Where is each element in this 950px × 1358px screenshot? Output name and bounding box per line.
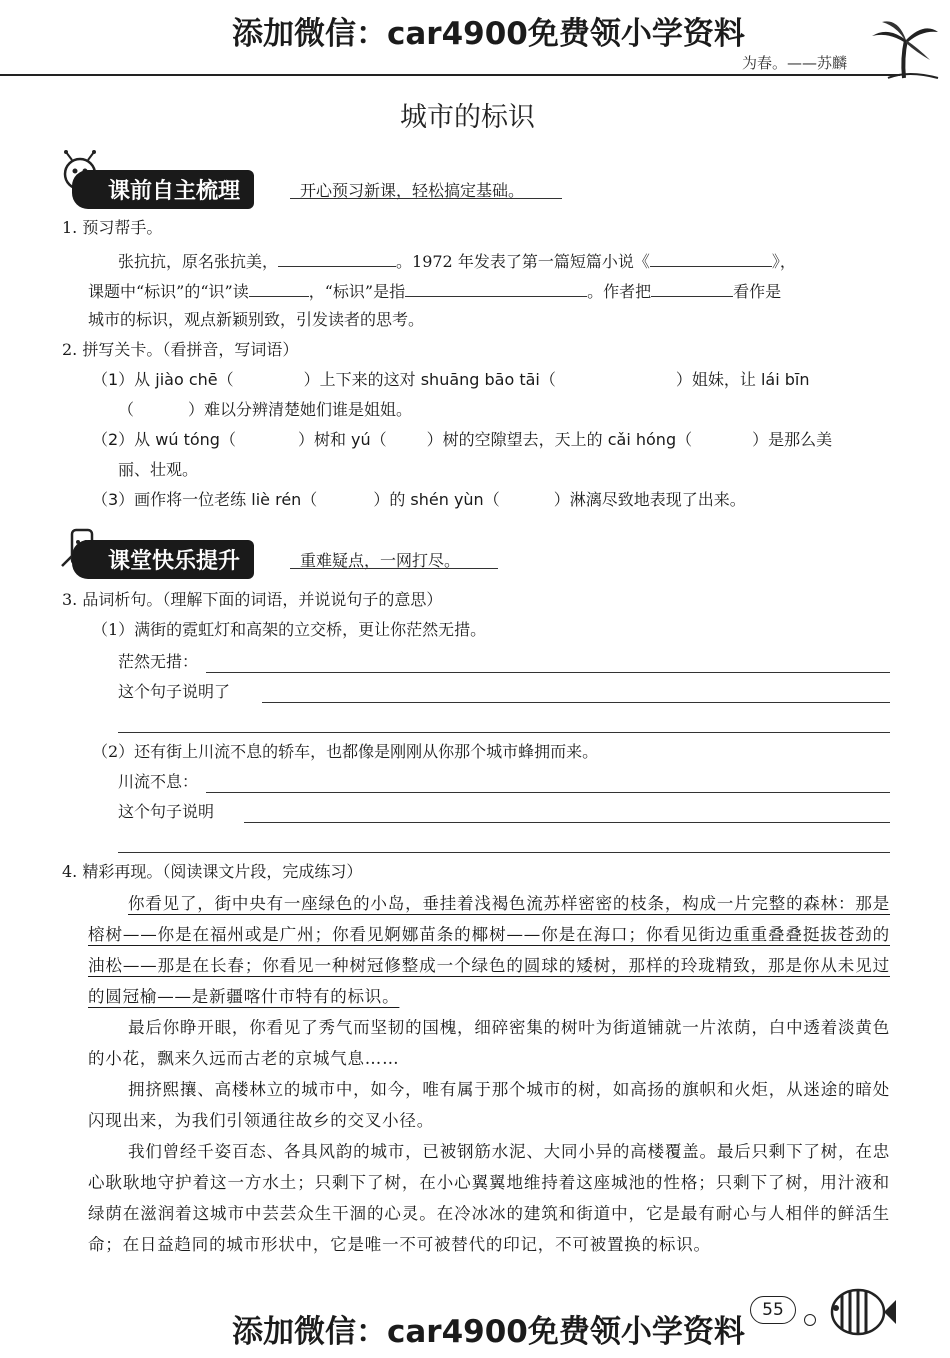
answer-line[interactable] <box>244 822 890 823</box>
header-quote: 为春。——苏麟 <box>742 54 848 72</box>
answer-blank[interactable] <box>405 280 587 297</box>
answer-line[interactable] <box>262 702 890 703</box>
section-banner-preview: 课前自主梳理 <box>72 170 254 209</box>
q2-row4: 丽、壮观。 <box>118 460 199 479</box>
answer-line[interactable] <box>206 672 890 673</box>
q3-word2: 川流不息： <box>118 772 199 791</box>
q3-sentence1: （1）满街的霓虹灯和高架的立交桥，更让你茫然无措。 <box>92 620 487 639</box>
q1-line2-d: 看作是 <box>733 282 782 301</box>
answer-blank[interactable] <box>278 250 396 267</box>
q2-r1-c: ）姐妹，让 lái bīn <box>675 370 810 389</box>
answer-blank[interactable] <box>651 280 733 297</box>
q1-line1-b: 。1972 年发表了第一篇短篇小说《 <box>396 252 650 271</box>
passage-text-3: 拥挤熙攘、高楼林立的城市中，如今，唯有属于那个城市的树，如高扬的旗帜和火炬，从迷途的暗处闪现出来，为我们引领通往故乡的交叉小径。 <box>88 1080 890 1130</box>
q3-heading: 3. 品词析句。（理解下面的词语，并说说句子的意思） <box>62 590 443 609</box>
q2-row1 <box>92 370 810 390</box>
q2-r1-b: ）上下来的这对 shuāng bāo tāi（ <box>303 370 556 389</box>
palm-tree-icon <box>868 18 940 80</box>
passage-paragraph-2 <box>88 1012 890 1074</box>
section-banner-classroom: 课堂快乐提升 <box>72 540 254 579</box>
q1-line1 <box>118 250 796 272</box>
q1-line2-a: 课题中“标识”的“识”读 <box>88 282 249 301</box>
watermark-bottom: 添加微信：car4900免费领小学资料 <box>232 1314 745 1350</box>
passage-paragraph-1 <box>88 888 890 1012</box>
q1-line2 <box>88 280 781 302</box>
q2-r2-b: ）难以分辨清楚她们谁是姐姐。 <box>188 400 413 419</box>
section-rule-preview <box>290 198 562 199</box>
page-title: 城市的标识 <box>400 102 535 133</box>
passage-paragraph-4 <box>88 1136 890 1260</box>
q3-word1: 茫然无措： <box>118 652 199 671</box>
passage-paragraph-3 <box>88 1074 890 1136</box>
q1-line1-c: 》， <box>771 252 796 271</box>
watermark-top: 添加微信：car4900免费领小学资料 <box>232 16 745 52</box>
section-slogan-classroom: 重难疑点，一网打尽。 <box>300 551 461 570</box>
passage-text-4: 我们曾经千姿百态、各具风韵的城市，已被钢筋水泥、大同小异的高楼覆盖。最后只剩下了树，在忠心耿耿地守护着这一方水土；只剩下了树，在小心翼翼地维持着这座城池的性格；只剩下了树，用汁液和绿荫在滋润着这城市中芸芸众生干涸的心灵。在冷冰冰的建筑和街道中，它是最有耐心与人相伴的鲜活生命；在日益趋同的城市形状中，它是唯一不可被替代的印记，不可被置换的标识。 <box>88 1142 890 1254</box>
q1-line3: 城市的标识，观点新颖别致，引发读者的思考。 <box>88 310 425 329</box>
q1-line1-a: 张抗抗，原名张抗美， <box>118 252 279 271</box>
q2-row3 <box>92 430 832 450</box>
q3-explain1: 这个句子说明了 <box>118 682 231 701</box>
page-number: 55 <box>750 1296 796 1324</box>
answer-line[interactable] <box>118 852 890 853</box>
q4-heading: 4. 精彩再现。（阅读课文片段，完成练习） <box>62 862 363 881</box>
q2-r3-a: （2）从 wú tóng（ <box>92 430 236 449</box>
q2-r1-a: （1）从 jiào chē（ <box>92 370 234 389</box>
q2-r5-b: ）的 shén yùn（ <box>373 490 500 509</box>
answer-blank[interactable] <box>650 250 772 267</box>
answer-line[interactable] <box>206 792 890 793</box>
q1-line2-b: ，“标识”是指 <box>308 282 406 301</box>
q2-r5-a: （3）画作将一位老练 liè rén（ <box>92 490 318 509</box>
q3-explain2: 这个句子说明 <box>118 802 215 821</box>
section-rule-classroom <box>290 568 498 569</box>
header-rule <box>0 74 900 76</box>
q2-row5 <box>92 490 746 510</box>
passage-text-2: 最后你睁开眼，你看见了秀气而坚韧的国槐，细碎密集的树叶为街道铺就一片浓荫，白中透着淡黄色的小花，飘来久远而古老的京城气息…… <box>88 1018 890 1068</box>
q2-heading: 2. 拼写关卡。（看拼音，写词语） <box>62 340 299 359</box>
q2-row2 <box>118 400 412 420</box>
q2-r3-d: ）是那么美 <box>752 430 833 449</box>
section-slogan-preview: 开心预习新课，轻松搞定基础。 <box>300 181 525 200</box>
q2-r3-c: ）树的空隙望去，天上的 cǎi hóng（ <box>426 430 693 449</box>
q2-r3-b: ）树和 yú（ <box>297 430 387 449</box>
q3-sentence2: （2）还有街上川流不息的轿车，也都像是刚刚从你那个城市蜂拥而来。 <box>92 742 599 761</box>
q1-heading: 1. 预习帮手。 <box>62 218 163 237</box>
page-dot <box>804 1314 816 1326</box>
q2-r2-a: （ <box>118 400 135 419</box>
q2-r5-c: ）淋漓尽致地表现了出来。 <box>553 490 746 509</box>
fish-icon <box>820 1284 896 1340</box>
passage-underlined-text: 你看见了，街中央有一座绿色的小岛，垂挂着浅褐色流苏样密密的枝条，构成一片完整的森林：那是榕树——你是在福州或是广州；你看见婀娜苗条的椰树——你是在海口；你看见街边重重叠叠挺拔苍劲的油松——那是在长春；你看见一种树冠修整成一个绿色的圆球的矮树，那样的玲珑精致，那是你从未见过的圆冠榆——是新疆喀什市特有的标识。 <box>88 894 890 1006</box>
q1-line2-c: 。作者把 <box>587 282 652 301</box>
answer-blank[interactable] <box>249 280 309 297</box>
answer-line[interactable] <box>118 732 890 733</box>
